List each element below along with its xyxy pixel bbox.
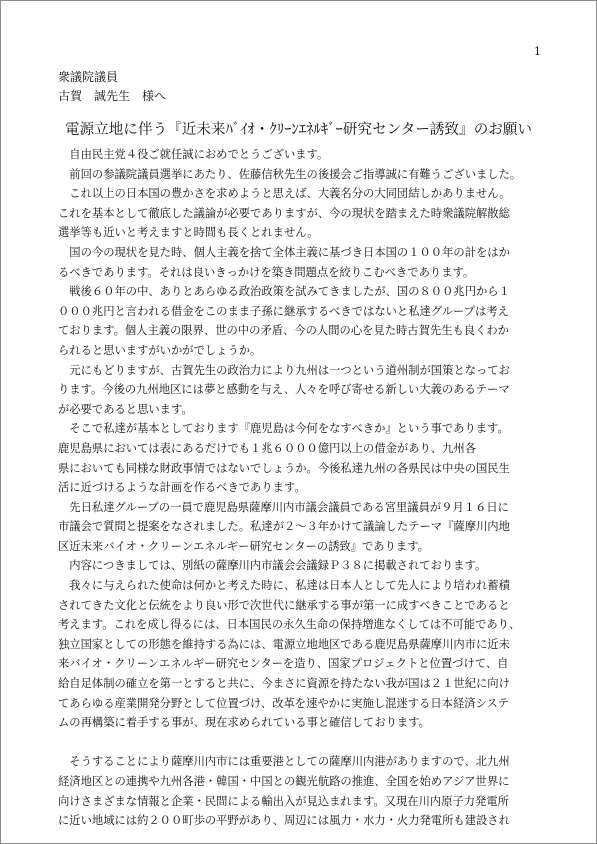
- body-line: されてきた文化と伝統をより良い形で次世代に継承する事が第一に成すべきことであると: [58, 598, 510, 612]
- page-number: 1: [534, 45, 541, 58]
- recipient-name: 古賀 誠先生 様へ: [58, 89, 167, 103]
- body-line: 選挙等も近いと考えますと時間も長くとれません。: [58, 226, 319, 240]
- body-line: ております。個人主義の限界、世の中の矛盾、今の人間の心を見た時古賀先生も良くわか: [58, 324, 509, 338]
- body-line: 経済地区との連携や九州各港・韓国・中国との観光航路の推進、全国を始めアジア世界に: [58, 775, 510, 788]
- body-line: 戦後６０年の中、ありとあらゆる政治政策を試みてきましたが、国の８００兆円から１: [58, 285, 510, 299]
- body-line: 先日私達グループの一員で鹿児島県薩摩川内市議会議員である宮里議員が９月１６日に: [58, 500, 509, 514]
- body-line: 内容につきましては、別紙の薩摩川内市議会会議録Ｐ３８に掲載されております。: [58, 559, 487, 573]
- body-line: られると思いますがいかがでしょうか。: [58, 343, 262, 357]
- body-line: るべきであります。それは良いきっかけを築き問題点を絞りこむべきであります。: [58, 265, 475, 279]
- body-line: 独立国家としての形態を維持する為には、電源立地地区である鹿児島県薩摩川内市に近未: [58, 637, 510, 651]
- document-title: 電源立地に伴う『近未来ﾊﾞｲｵ・ｸﾘｰﾝｴﾈﾙｷﾞｰ研究センター誘致』のお願い: [65, 122, 533, 138]
- body-line: 活に近づけるような計画を作るべきであります。: [58, 481, 306, 495]
- body-line: ります。今後の九州地区には夢と感動を与え、人々を呼び寄せる新しい大義のあるテーマ: [58, 383, 510, 397]
- body-line: が必要であると思います。: [58, 402, 193, 416]
- body-line: これ以上の日本国の豊かさを求めようと思えば、大義名分の大同団結しかありません。: [58, 187, 511, 201]
- body-line: 給自足体制の確立を第一とすると共に、今まさに資源を持たない我が国は２１世紀に向け: [58, 677, 510, 691]
- body-line: てあらゆる産業開発分野として位置づけ、改革を速やかに実施し混迷する日本経済システ: [58, 696, 509, 710]
- letter-body: [58, 145, 548, 831]
- body-line: 元にもどりますが、古賀先生の政治力により九州は一つという道州制が国策となってお: [58, 363, 510, 377]
- body-line: ムの再構築に着手する事が、現在求められている事と確信しております。: [58, 716, 430, 730]
- body-line: 来バイオ・クリーンエネルギー研究センターを造り、国家プロジェクトと位置づけて、自: [58, 657, 509, 671]
- body-line: 県においても同様な財政事情ではないでしょうか。今後私達九州の各県民は中央の国民生: [58, 461, 510, 475]
- body-line: そうすることにより薩摩川内市には重要港としての薩摩川内港がありますので、北九州: [58, 755, 510, 769]
- paragraph-gap: [58, 733, 548, 753]
- body-line: 我々に与えられた使命は何かと考えた時に、私達は日本人として先人により培われ蓄積: [58, 579, 510, 593]
- body-line: 市議会で質問と提案をなされました。私達が２～３年かけて議論したテーマ『薩摩川内地: [58, 520, 510, 534]
- body-line: に近い地域には約２００町歩の平野があり、周辺には風力・水力・火力発電所も建設され: [58, 814, 510, 828]
- body-line: 前回の参議院議員選挙にあたり、佐藤信秋先生の後援会ご指導誠に有難うございました。: [58, 167, 522, 181]
- body-line: これを基本として徹底した議論が必要でありますが、今の現状を踏まえた時衆議院解散総: [58, 206, 510, 220]
- body-line: そこで私達が基本としております『鹿児島は今何をなすべきか』という事であります。: [58, 422, 509, 436]
- body-line: 区近未来バイオ・クリーンエネルギー研究センターの誘致』であります。: [58, 539, 429, 553]
- body-line: 鹿児島県においては表にあるだけでも１兆６０００億円以上の借金があり、九州各: [58, 441, 476, 455]
- recipient-title: 衆議院議員: [58, 70, 119, 84]
- body-line: 向けさまざまな情報と企業・民間による輸出入が見込まれます。又現在川内原子力発電所: [58, 794, 509, 808]
- body-line: 国の今の現状を見た時、個人主義を捨て全体主義に基づき日本国の１００年の計をはか: [58, 245, 510, 259]
- body-line: ０００兆円と言われる借金をこのまま子孫に継承するべきではないと私達グループは考え: [58, 304, 509, 318]
- body-line: 考えます。これを成し得るには、日本国民の永久生命の保持増進なくしては不可能であり、: [58, 618, 521, 632]
- body-line: 自由民主党４役ご就任誠におめでとうございます。: [58, 148, 329, 161]
